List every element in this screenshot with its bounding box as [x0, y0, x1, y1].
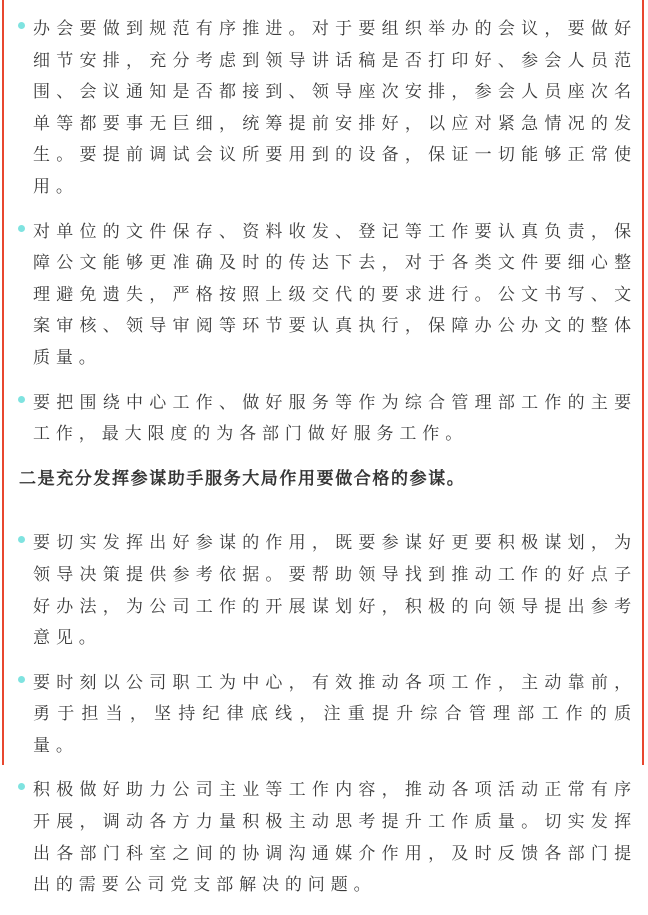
list-item — [33, 217, 637, 375]
bullet-icon — [18, 225, 25, 232]
item-text: 要时刻以公司职工为中心，有效推动各项工作，主动靠前，勇于担当，坚持纪律底线，注重提升综合管理部工作的质量。 — [33, 672, 637, 756]
bullet-icon — [18, 783, 25, 790]
section-heading: 二是充分发挥参谋助手服务大局作用要做合格的参谋。 — [19, 468, 466, 489]
list-item — [33, 528, 637, 654]
list-item — [33, 14, 637, 204]
bullet-icon — [18, 396, 25, 403]
item-text: 积极做好助力公司主业等工作内容，推动各项活动正常有序开展，调动各方力量积极主动思考提升工作质量。切实发挥出各部门科室之间的协调沟通媒介作用，及时反馈各部门提出的需要公司党支部解决的问题。 — [33, 780, 637, 896]
list-item — [33, 388, 637, 451]
bullet-icon — [18, 22, 25, 29]
list-item — [33, 775, 637, 901]
article-content — [19, 14, 637, 915]
item-text: 要切实发挥出好参谋的作用，既要参谋好更要积极谋划，为领导决策提供参考依据。要帮助领导找到推动工作的好点子好办法，为公司工作的开展谋划好，积极的向领导提出参考意见。 — [33, 533, 637, 649]
item-text: 要把围绕中心工作、做好服务等作为综合管理部工作的主要工作，最大限度的为各部门做好服务工作。 — [33, 392, 637, 445]
item-text: 办会要做到规范有序推进。对于要组织举办的会议，要做好细节安排，充分考虑到领导讲话稿是否打印好、参会人员范围、会议通知是否都接到、领导座次安排，参会人员座次名单等都要事无巨细，统筹提前安排好，以应对紧急情况的发生。要提前调试会议所要用到的设备，保证一切能够正常使用。 — [33, 19, 637, 197]
item-text: 对单位的文件保存、资料收发、登记等工作要认真负责，保障公文能够更准确及时的传达下去，对于各类文件要细心整理避免遗失，严格按照上级交代的要求进行。公文书写、文案审核、领导审阅等环节要认真执行，保障办公办文的整体质量。 — [33, 221, 637, 368]
list-item — [33, 668, 637, 763]
bullet-icon — [18, 676, 25, 683]
